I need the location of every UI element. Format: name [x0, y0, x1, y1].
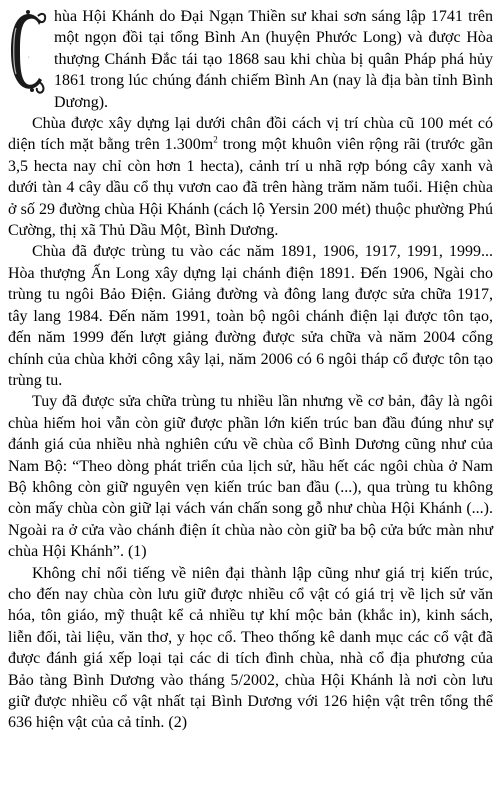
paragraph-2 [8, 113, 493, 241]
article-body [8, 6, 493, 734]
ornamental-dropcap [8, 8, 48, 94]
paragraph-1 [8, 6, 493, 113]
paragraph-3: Chùa đã được trùng tu vào các năm 1891, 1906, 1917, 1991, 1999... Hòa thượng Ấn Long xây dựng lại chánh điện 1891. Đến 1906, Ngài cho trùng tu ngôi Bảo Điện. Giảng đường và đông lang được sửa chữa 1917, tây lang 1984. Đến năm 1991, toàn bộ ngôi chánh điện lại được tôn tạo, đến năm 1999 đến lượt giảng đường được sửa chữa và năm 2004 cổng chính của chùa khởi công xây lại, năm 2006 có 6 ngôi tháp cổ được tôn tạo trùng tu. [8, 243, 493, 389]
dropcap-letter: C [28, 57, 30, 59]
dropcap-c-icon [8, 8, 48, 94]
paragraph-2-text-b: trong một khuôn viên rộng rãi (trước gần 3,5 hecta nay chỉ còn hơn 1 hecta), cảnh trí u nhã rợp bóng cây xanh và dưới tàn 4 cây dầu cổ thụ vươn cao đã trên hàng trăm năm tuổi. Hiện chùa ở số 29 đường chùa Hội Khánh (cách lộ Yersin 200 mét) thuộc phường Phú Cường, thị xã Thủ Dầu Một, Bình Dương. [8, 136, 493, 240]
paragraph-1-text: hùa Hội Khánh do Đại Ngạn Thiền sư khai sơn sáng lập 1741 trên một ngọn đồi tại tổng Bình An (huyện Phước Long) và được Hòa thượng Chánh Đắc tái tạo 1868 sau khi chùa bị quân Pháp phá hủy 1861 trong lúc chúng đánh chiếm Bình An (nay là địa bàn tỉnh Bình Dương). [54, 8, 493, 111]
superscript-2: 2 [213, 135, 218, 146]
paragraph-4: Tuy đã được sửa chữa trùng tu nhiều lần nhưng về cơ bản, đây là ngôi chùa hiếm hoi vẫn còn giữ được phần lớn kiến trúc ban đầu đúng như sự đánh giá của nhiều nhà nghiên cứu về chùa cổ Bình Dương cũng như của Nam Bộ: “Theo dòng phát triển của lịch sử, hầu hết các ngôi chùa ở Nam Bộ không còn giữ nguyên vẹn kiến trúc ban đầu (...), qua trùng tu không còn mấy chùa còn giữ lại vách ván chấn song gỗ như chùa Hội Khánh (...). Ngoài ra ở cửa vào chánh điện ít chùa nào còn giữ ba bộ cửa bức màn như chùa Hội Khánh”. (1) [8, 393, 493, 561]
paragraph-2-text-a: Chùa được xây dựng lại dưới chân đồi cách vị trí chùa cũ 100 mét có diện tích mặt bằng trên 1.300m [8, 115, 493, 154]
paragraph-5: Không chỉ nổi tiếng về niên đại thành lập cũng như giá trị kiến trúc, cho đến nay chùa còn lưu giữ được nhiều cổ vật có giá trị về lịch sử văn hóa, tôn giáo, mỹ thuật kể cả nhiều tự khí mộc bản (khắc in), kinh sách, liễn đối, tài liệu, văn thơ, y học cổ. Theo thống kê danh mục các cổ vật đã được đánh giá xếp loại tại các di tích đình chùa, nhà cổ địa phương của Bảo tàng Bình Dương vào tháng 5/2002, chùa Hội Khánh là nơi còn lưu giữ được nhiều cổ vật nhất tại Bình Dương với 126 hiện vật trên tổng thể 636 hiện vật của cả tỉnh. (2) [8, 564, 493, 732]
